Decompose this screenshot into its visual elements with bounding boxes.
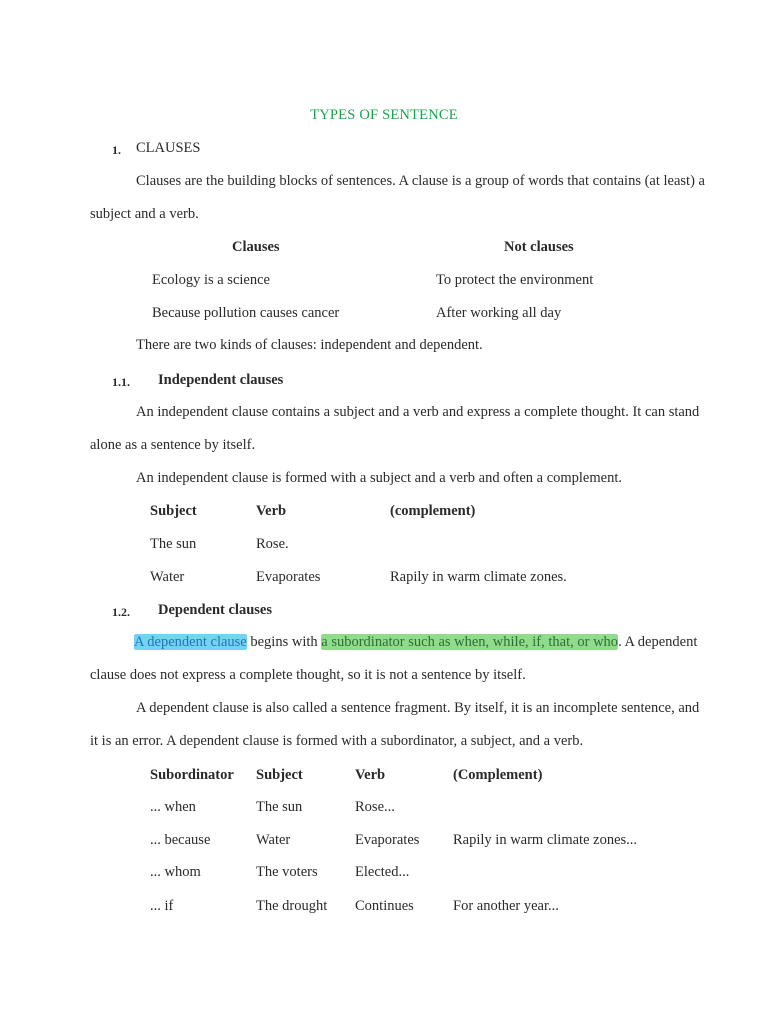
paragraph-line: clause does not express a complete thought, so it is not a sentence by itself.	[90, 667, 526, 683]
table-header: (complement)	[390, 503, 476, 519]
table-header: Subject	[150, 503, 197, 519]
section-heading: Independent clauses	[158, 372, 284, 388]
table-cell: Evaporates	[355, 832, 420, 848]
table-header: Clauses	[232, 239, 280, 255]
section-heading: CLAUSES	[136, 140, 201, 156]
table-header: (Complement)	[453, 767, 543, 783]
table-cell: The drought	[256, 898, 328, 914]
table-cell: The sun	[150, 536, 197, 552]
section-heading: Dependent clauses	[158, 602, 272, 618]
highlighted-text: A dependent clause	[134, 634, 247, 650]
table-cell: Water	[150, 569, 185, 585]
table-header: Verb	[355, 767, 386, 783]
inline-text: begins with	[246, 634, 322, 650]
table-cell: ... if	[150, 898, 174, 914]
highlighted-text: a subordinator such as when, while, if, that, or who	[321, 634, 619, 650]
table-cell: Because pollution causes cancer	[152, 305, 340, 321]
inline-text: . A dependent	[618, 634, 698, 650]
paragraph-line: it is an error. A dependent clause is formed with a subordinator, a subject, and a verb.	[90, 733, 584, 749]
page-title: TYPES OF SENTENCE	[310, 107, 458, 123]
table-cell: Rapily in warm climate zones...	[453, 832, 638, 848]
table-cell: ... whom	[150, 864, 201, 880]
table-cell: Water	[256, 832, 291, 848]
table-header: Subordinator	[150, 767, 234, 783]
table-cell: Continues	[355, 898, 414, 914]
section-number: 1.2.	[112, 605, 130, 619]
table-header: Verb	[256, 503, 287, 519]
table-cell: Rose...	[355, 799, 395, 815]
table-cell: After working all day	[436, 305, 562, 321]
table-cell: Rose.	[256, 536, 289, 552]
table-cell: Elected...	[355, 864, 410, 880]
section-number: 1.	[112, 143, 121, 157]
paragraph-line: An independent clause contains a subject and a verb and express a complete thought. It can stand	[136, 404, 700, 420]
table-cell: ... because	[150, 832, 211, 848]
table-cell: Ecology is a science	[152, 272, 270, 288]
table-cell: Rapily in warm climate zones.	[390, 569, 567, 585]
paragraph-line	[134, 632, 697, 652]
table-header: Subject	[256, 767, 303, 783]
paragraph-line: alone as a sentence by itself.	[90, 437, 256, 453]
section-number: 1.1.	[112, 375, 130, 389]
paragraph-line: Clauses are the building blocks of sentences. A clause is a group of words that contains (at least) a	[136, 173, 705, 189]
table-header: Not clauses	[504, 239, 574, 255]
paragraph-line: There are two kinds of clauses: independent and dependent.	[136, 337, 483, 353]
table-cell: To protect the environment	[436, 272, 594, 288]
paragraph-line: An independent clause is formed with a subject and a verb and often a complement.	[136, 470, 622, 486]
table-cell: The voters	[256, 864, 318, 880]
paragraph-line: A dependent clause is also called a sentence fragment. By itself, it is an incomplete sentence, and	[136, 700, 700, 716]
table-cell: The sun	[256, 799, 303, 815]
table-cell: For another year...	[453, 898, 559, 914]
table-cell: Evaporates	[256, 569, 321, 585]
table-cell: ... when	[150, 799, 196, 815]
paragraph-line: subject and a verb.	[90, 206, 199, 222]
